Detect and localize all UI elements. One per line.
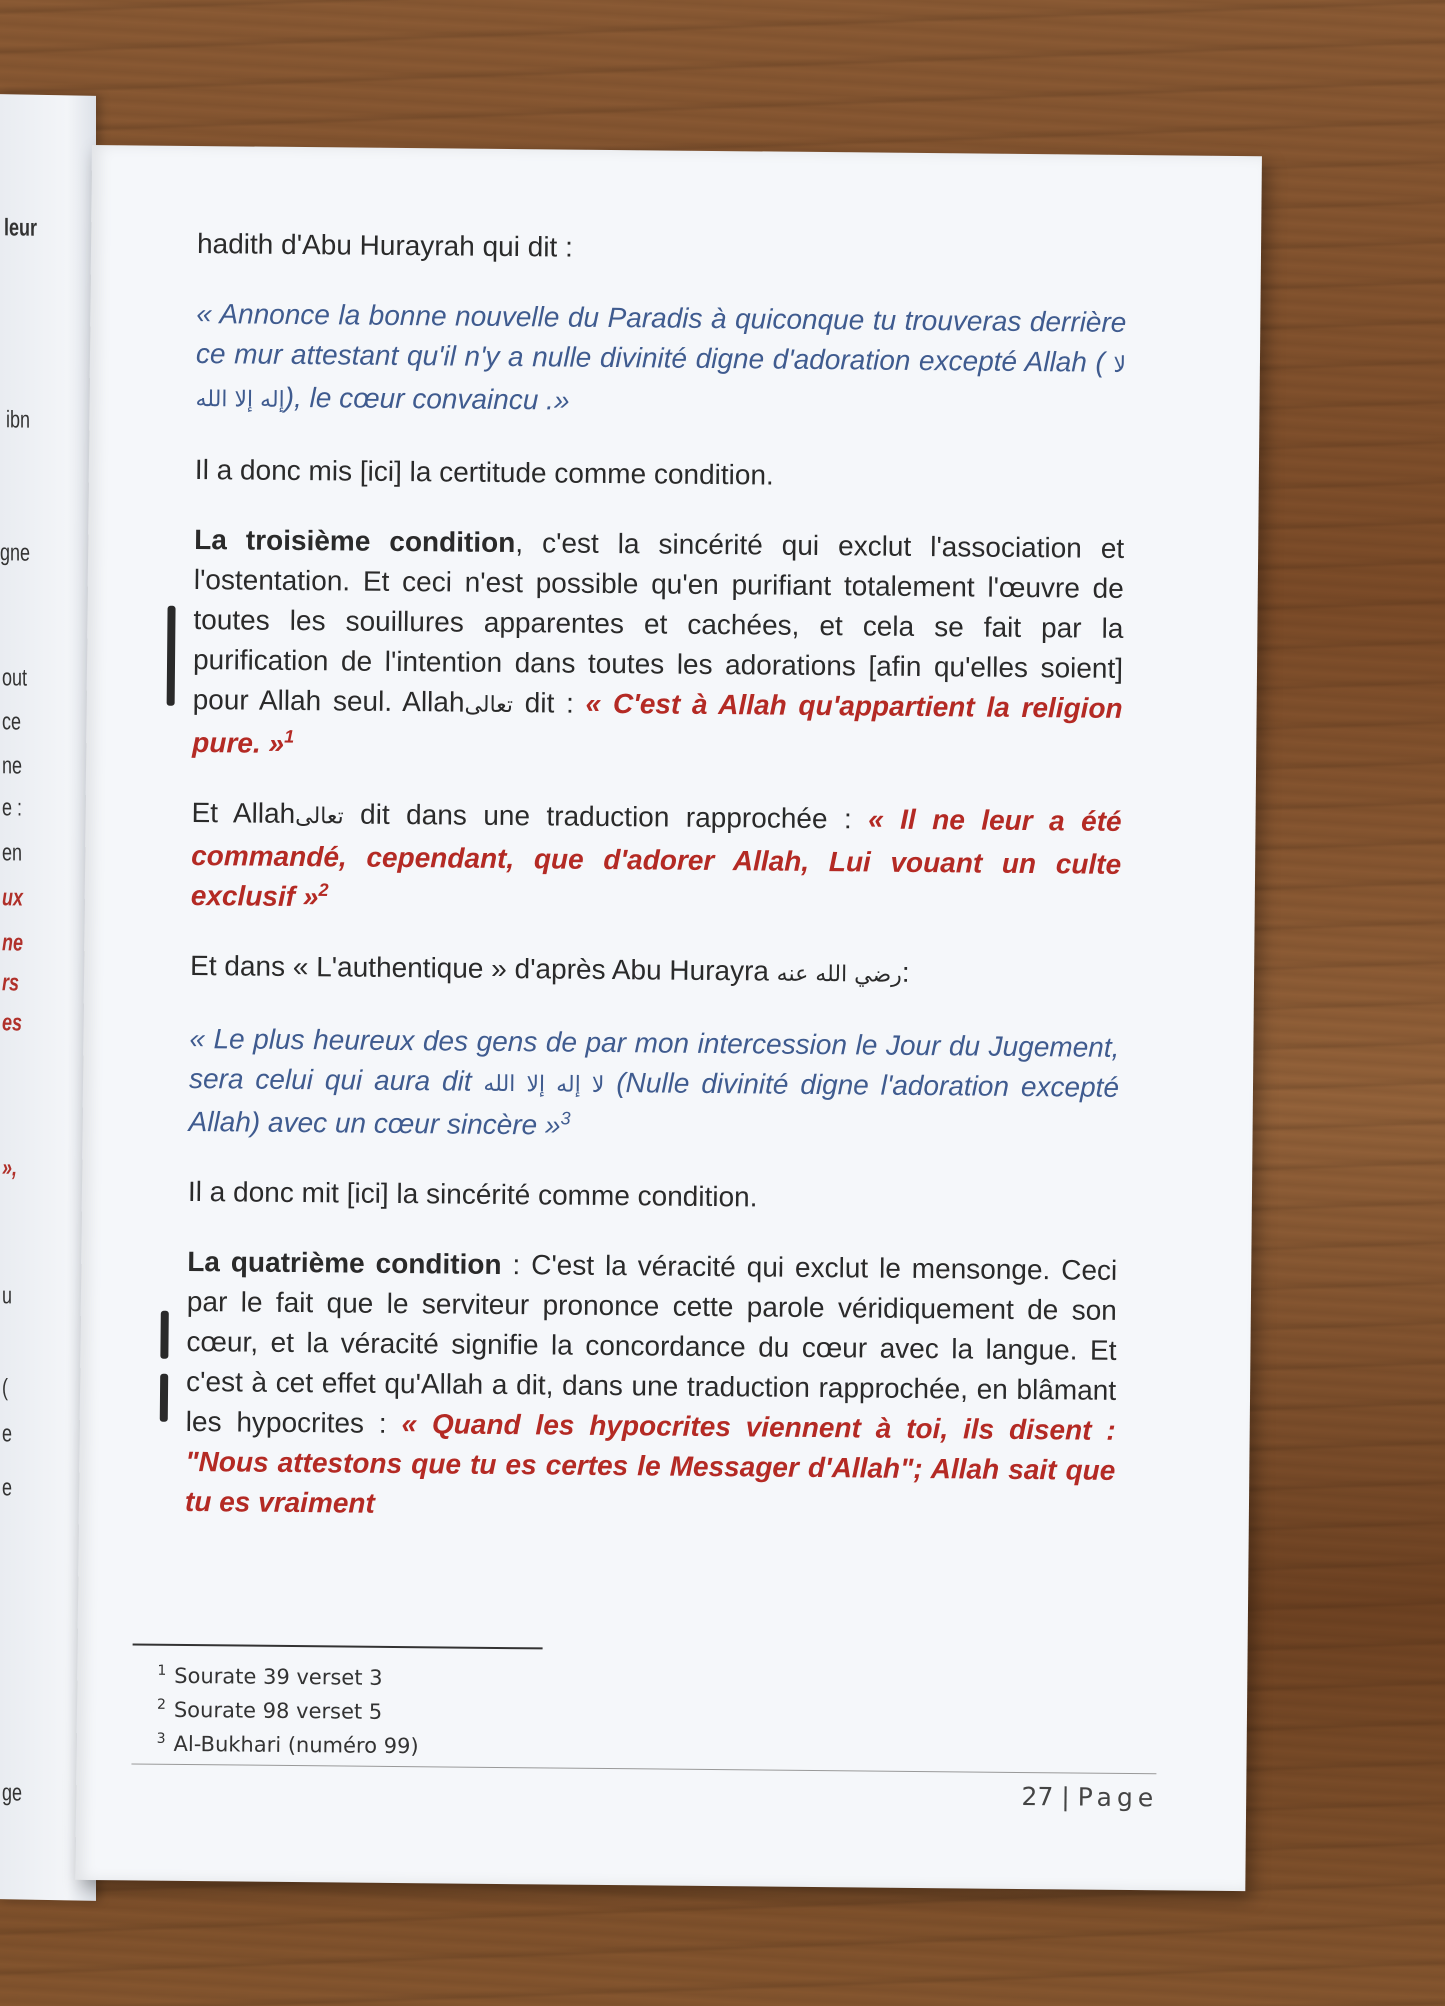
text: hadith d'Abu Hurayrah qui dit :	[196, 228, 574, 263]
hadith-quote	[188, 1019, 1119, 1151]
paragraph	[195, 450, 1125, 499]
footnote-number: 2	[156, 1696, 167, 1713]
left-fragment: rs	[2, 969, 20, 997]
left-fragment: »,	[2, 1154, 18, 1182]
page-separator: |	[1053, 1782, 1078, 1812]
footnote-text: Sourate 98 verset 5	[173, 1697, 383, 1724]
arabic-text: رضي الله عنه	[776, 961, 902, 988]
arabic-text: لا إله إلا الله	[483, 1071, 605, 1098]
left-fragment: gne	[0, 539, 31, 567]
text: Il a donc mis [ici] la certitude comme condition.	[194, 454, 774, 491]
left-fragment: u	[2, 1282, 13, 1310]
left-fragment: ne	[2, 929, 24, 957]
text: , c'est la sincérité qui exclut l'association et l'ostentation. Et ceci n'est possible qu'en purifiant totalement l'œuvre de toutes les souillures apparentes et cachées, et cela se fait par la purification de l'intention dans toutes les adorations [afin qu'elles soient] pour Allah seul. Allah	[192, 527, 1125, 718]
left-fragment: ibn	[6, 406, 31, 434]
paragraph	[191, 793, 1122, 925]
arabic-text: تعالى	[295, 803, 344, 830]
text: :	[901, 956, 910, 988]
footnote-item	[157, 1659, 419, 1696]
paragraph	[188, 1172, 1118, 1221]
binding-staple	[160, 1374, 168, 1422]
left-fragment: leur	[4, 214, 38, 242]
left-fragment: e	[2, 1474, 13, 1502]
footer-divider	[131, 1763, 1156, 1774]
footnote-ref: 1	[284, 726, 295, 747]
left-fragment: ge	[2, 1779, 23, 1807]
paragraph	[185, 1242, 1118, 1531]
quran-quote: « C'est à Allah qu'appartient la religion pure. »	[192, 687, 1123, 759]
text: dit dans une traduction rapprochée :	[343, 798, 869, 835]
section-heading: La quatrième condition	[187, 1245, 502, 1280]
quran-quote: « Quand les hypocrites viennent à toi, ils disent : "Nous attestons que tu es certes le Messager d'Allah"; Allah sait que tu es vraiment	[184, 1408, 1116, 1519]
footnote-number: 1	[157, 1662, 167, 1679]
footnote-text: Al-Bukhari (numéro 99)	[173, 1731, 419, 1759]
paragraph	[197, 224, 1127, 273]
quote-text: « Le plus heureux des gens de par mon intercession le Jour du Jugement, sera celui qui aura dit	[188, 1022, 1120, 1097]
footnote-ref: 3	[560, 1108, 571, 1129]
text: Il a donc mit [ici] la sincérité comme condition.	[187, 1175, 758, 1213]
arabic-text: تعالى	[464, 692, 514, 719]
footnote-item	[156, 1727, 418, 1764]
book-page	[75, 145, 1262, 1891]
footnote-item	[157, 1693, 419, 1730]
footnote-ref: 2	[318, 879, 329, 900]
footnotes	[156, 1659, 419, 1764]
quote-text: (Nulle divinité digne l'adoration excepté Allah) avec un cœur sincère »	[188, 1066, 1120, 1141]
section-heading: La troisième condition	[194, 524, 516, 559]
page-label: Page	[1077, 1782, 1159, 1813]
quote-text: « Annonce la bonne nouvelle du Paradis à quiconque tu trouveras derrière ce mur attestant qu'il n'y a nulle divinité digne d'adoration excepté Allah (	[195, 298, 1127, 378]
page-number	[1021, 1782, 1158, 1812]
left-fragment: e :	[2, 794, 23, 822]
text: : C'est la véracité qui exclut le mensonge. Ceci par le fait que le serviteur prononce cette parole véridiquement de son cœur, et la véracité signifie la concordance du cœur avec la langue. Et c'est à cet effet qu'Allah a dit, dans une traduction rapprochée, en blâmant les hypocrites :	[185, 1248, 1118, 1440]
footnote-number: 3	[156, 1730, 166, 1747]
text: dit :	[512, 687, 586, 719]
binding-staple	[167, 606, 176, 706]
left-fragment: es	[2, 1009, 23, 1037]
page-number-value: 27	[1021, 1781, 1054, 1812]
text: Et Allah	[191, 796, 296, 829]
left-fragment: ce	[2, 708, 22, 736]
quran-quote: « Il ne leur a été commandé, cependant, que d'adorer Allah, Lui vouant un culte exclusif »	[190, 803, 1122, 913]
left-fragment: e	[2, 1420, 13, 1448]
binding-staple	[160, 1311, 168, 1359]
text: Et dans « L'authentique » d'après Abu Hurayra	[189, 949, 777, 987]
left-fragment: out	[2, 664, 28, 692]
footnote-divider	[133, 1643, 543, 1649]
footnote-text: Sourate 39 verset 3	[174, 1663, 383, 1690]
left-fragment: ne	[2, 752, 23, 780]
arabic-text: لا إله إلا الله	[195, 352, 1127, 413]
hadith-quote	[195, 294, 1126, 429]
left-fragment: (	[2, 1374, 8, 1402]
quote-text: ), le cœur convaincu .»	[284, 381, 570, 416]
page-content	[184, 224, 1127, 1561]
left-fragment: ux	[2, 884, 24, 912]
paragraph	[192, 520, 1124, 772]
paragraph	[190, 946, 1120, 998]
left-fragment: en	[2, 839, 23, 867]
